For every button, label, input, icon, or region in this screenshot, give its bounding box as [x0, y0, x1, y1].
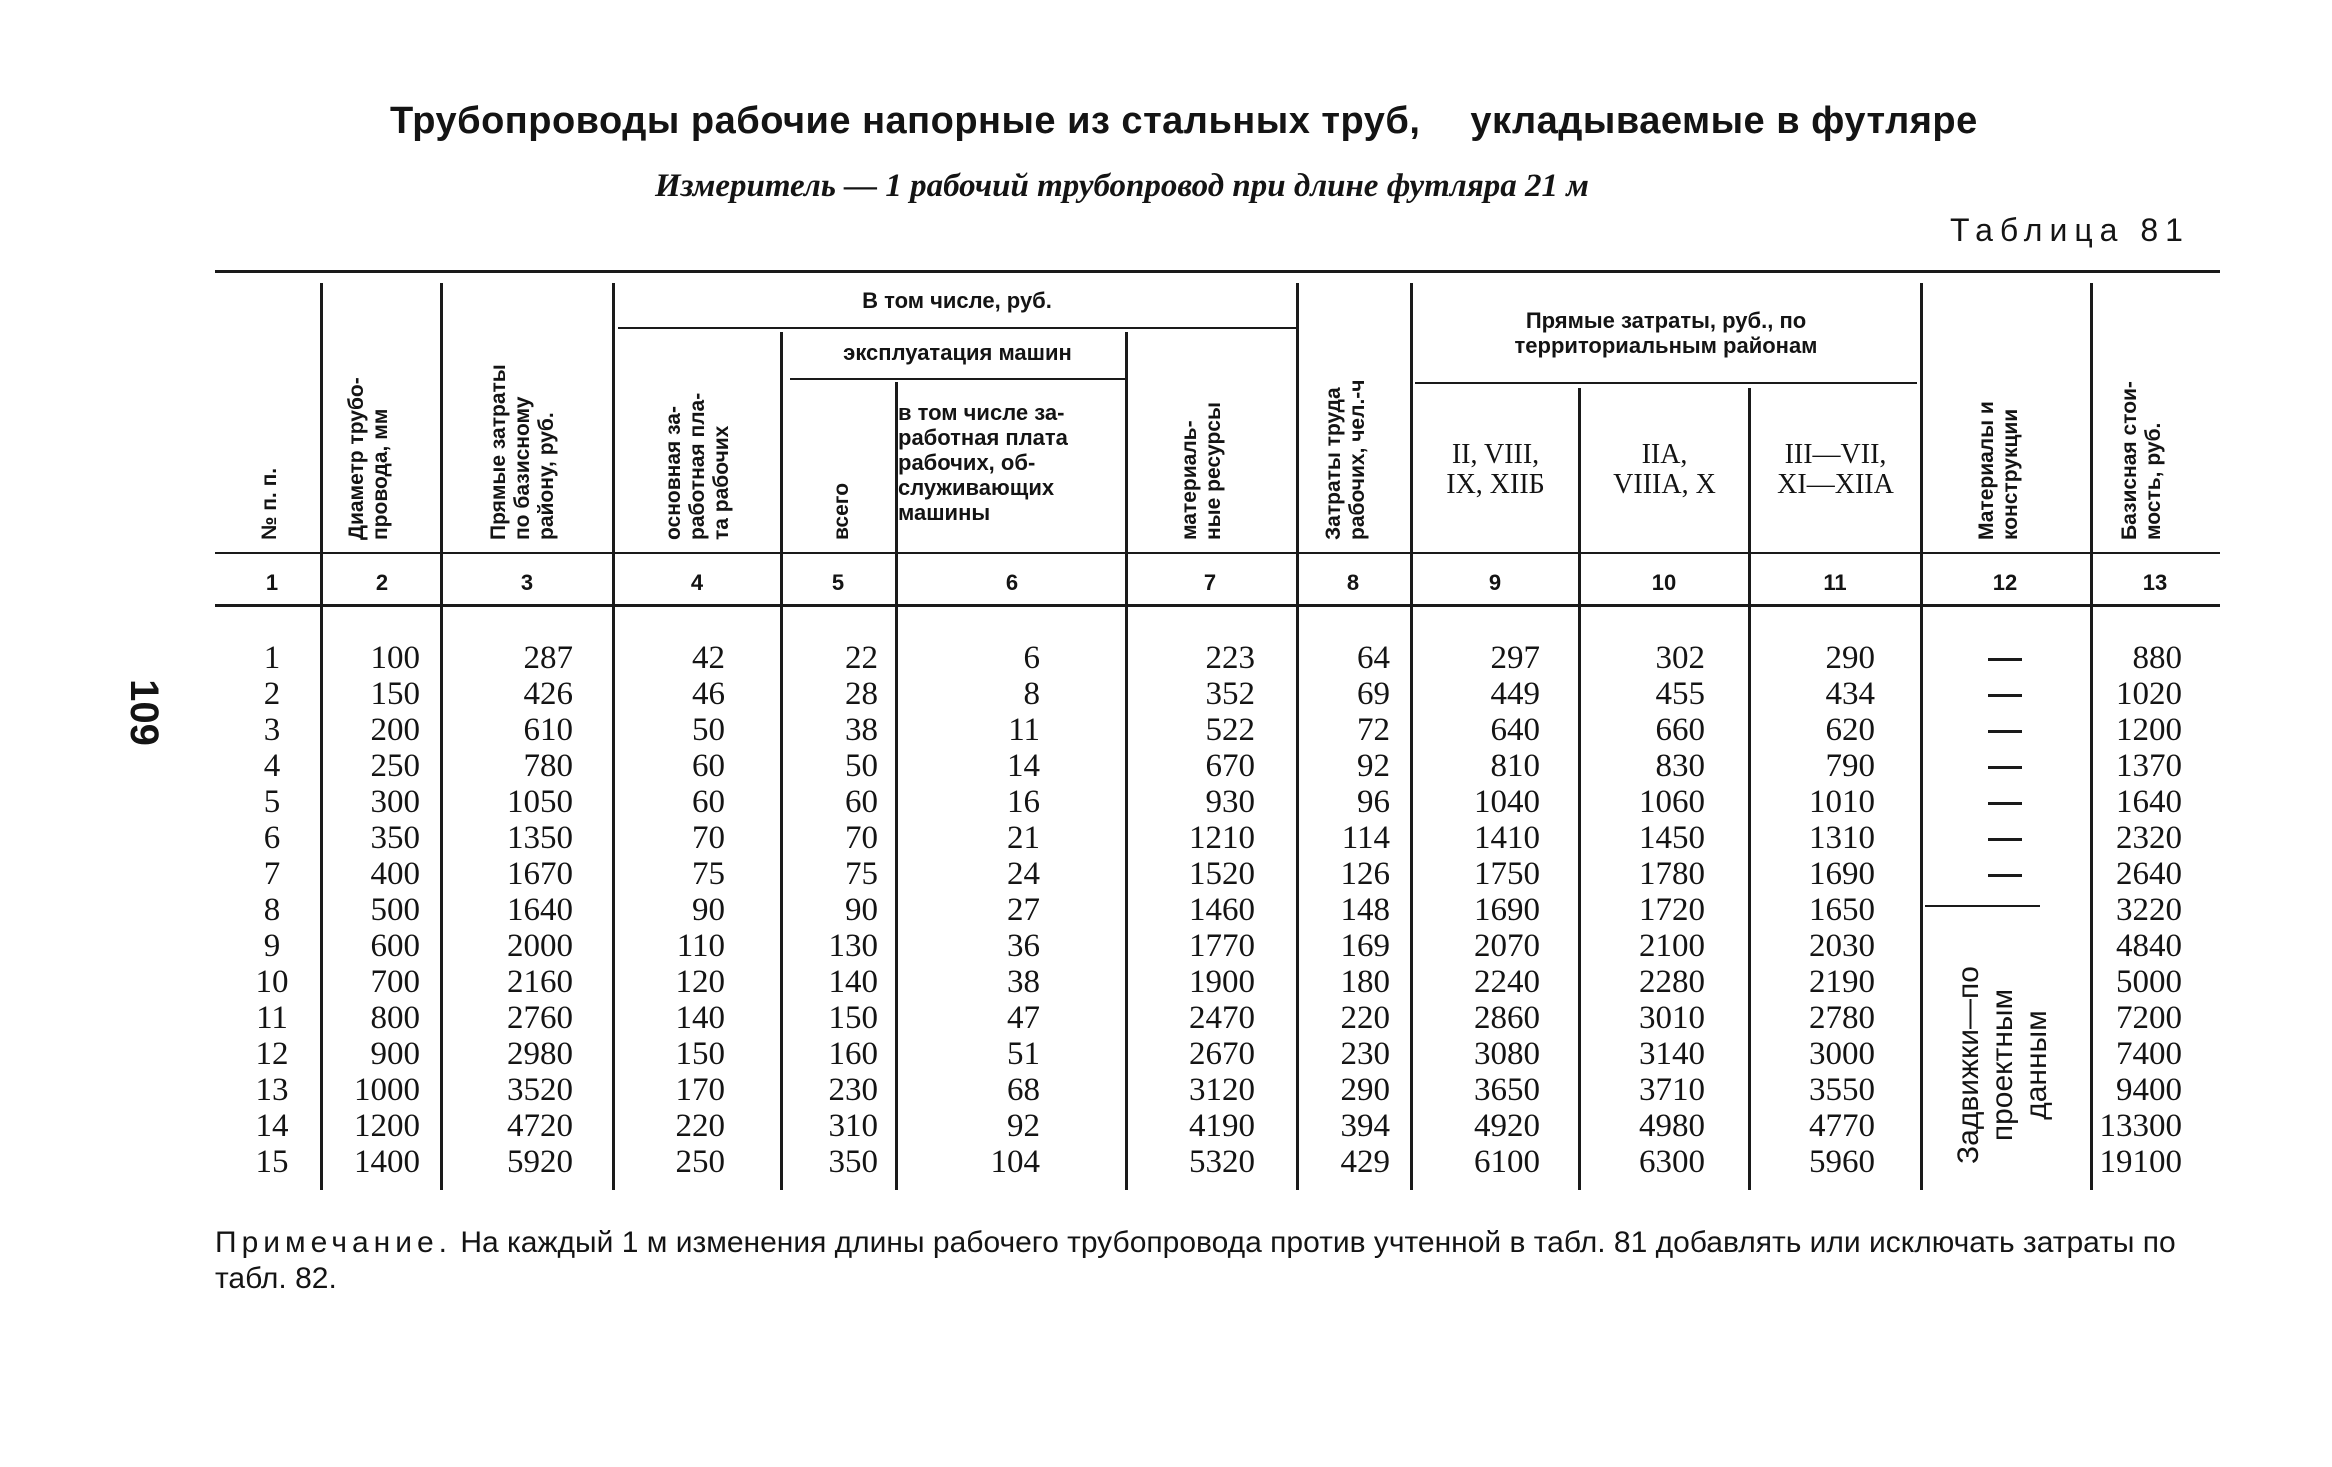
table-cell: 72	[1357, 712, 1390, 748]
table-cell: 810	[1490, 748, 1540, 784]
table-cell: 4	[263, 748, 281, 784]
table-cell: 426	[523, 676, 573, 712]
col-rule	[1920, 283, 1923, 1190]
column-number: 4	[690, 570, 704, 595]
table-cell: 15	[255, 1144, 289, 1180]
table-cell: 110	[676, 928, 725, 964]
table-cell: 429	[1340, 1144, 1390, 1180]
table-cell: 780	[523, 748, 573, 784]
header-diameter: Диаметр трубо- провода, мм	[345, 377, 392, 540]
header-direct-costs: Прямые затраты по базисному району, руб.	[487, 364, 558, 540]
table-cell: 1410	[1474, 820, 1540, 856]
table-cell: 130	[828, 928, 878, 964]
table-cell: 2780	[1809, 1000, 1875, 1036]
table-cell: 27	[1007, 892, 1040, 928]
table-cell: 38	[845, 712, 878, 748]
table-cell: 1200	[2116, 712, 2182, 748]
table-cell: 3000	[1809, 1036, 1875, 1072]
table-cell: 3010	[1639, 1000, 1705, 1036]
col-rule	[1410, 283, 1413, 1190]
table-cell: 1720	[1639, 892, 1705, 928]
table-cell: 1400	[354, 1144, 420, 1180]
column-number: 3	[520, 570, 534, 595]
table-cell: 2640	[2116, 856, 2182, 892]
table-cell: 2980	[507, 1036, 573, 1072]
column-number: 6	[1005, 570, 1019, 595]
table-cell: 1060	[1639, 784, 1705, 820]
table-cell: 38	[1007, 964, 1040, 1000]
table-cell: 700	[370, 964, 420, 1000]
column-number: 13	[2142, 570, 2168, 595]
table-cell: 610	[523, 712, 573, 748]
table-cell: 4840	[2116, 928, 2182, 964]
materials-dash	[1988, 694, 2022, 697]
table-cell: 880	[2132, 640, 2182, 676]
table-cell: 150	[675, 1036, 725, 1072]
table-cell: 522	[1205, 712, 1255, 748]
table-cell: 1370	[2116, 748, 2182, 784]
table-cell: 11	[256, 1000, 288, 1036]
table-cell: 24	[1007, 856, 1040, 892]
table-cell: 9	[263, 928, 281, 964]
table-cell: 2670	[1189, 1036, 1255, 1072]
table-cell: 4190	[1189, 1108, 1255, 1144]
table-cell: 1	[263, 640, 281, 676]
page-number: 109	[121, 679, 166, 746]
table-cell: 230	[828, 1072, 878, 1108]
table-cell: 36	[1007, 928, 1040, 964]
materials-dash	[1988, 658, 2022, 661]
table-cell: 70	[845, 820, 878, 856]
column-number: 2	[375, 570, 389, 595]
table-cell: 1000	[354, 1072, 420, 1108]
table-cell: 1050	[507, 784, 573, 820]
table-cell: 16	[1007, 784, 1040, 820]
table-cell: 670	[1205, 748, 1255, 784]
column-number: 8	[1346, 570, 1360, 595]
table-label: Таблица 81	[1950, 212, 2190, 248]
header-machines-total: всего	[830, 482, 853, 540]
table-cell: 3220	[2116, 892, 2182, 928]
table-cell: 1200	[354, 1108, 420, 1144]
header-region-3: III—VII, XI—XIIA	[1777, 439, 1894, 500]
table-cell: 1770	[1189, 928, 1255, 964]
materials-note: Задвижки—по проектным данным	[1952, 966, 2053, 1164]
table-cell: 90	[692, 892, 725, 928]
column-number: 12	[1992, 570, 2018, 595]
table-cell: 1450	[1639, 820, 1705, 856]
table-cell: 47	[1007, 1000, 1040, 1036]
table-cell: 290	[1340, 1072, 1390, 1108]
table-cell: 250	[370, 748, 420, 784]
table-cell: 75	[692, 856, 725, 892]
table-cell: 5320	[1189, 1144, 1255, 1180]
header-labor: Затраты труда рабочих, чел.-ч	[1322, 379, 1369, 540]
table-cell: 1460	[1189, 892, 1255, 928]
table-cell: 1780	[1639, 856, 1705, 892]
group-incl-rule	[618, 327, 1296, 329]
table-cell: 1210	[1189, 820, 1255, 856]
table-cell: 169	[1340, 928, 1390, 964]
column-number: 5	[831, 570, 845, 595]
table-cell: 60	[692, 784, 725, 820]
table-cell: 42	[692, 640, 725, 676]
table-cell: 3520	[507, 1072, 573, 1108]
table-cell: 900	[370, 1036, 420, 1072]
column-number: 1	[265, 570, 279, 595]
table-cell: 352	[1205, 676, 1255, 712]
table-cell: 75	[845, 856, 878, 892]
group-mach-rule	[790, 378, 1125, 380]
table-cell: 1690	[1809, 856, 1875, 892]
table-cell: 126	[1340, 856, 1390, 892]
table-cell: 250	[675, 1144, 725, 1180]
table-cell: 640	[1490, 712, 1540, 748]
table-cell: 12	[255, 1036, 289, 1072]
table-cell: 150	[370, 676, 420, 712]
column-number: 11	[1823, 570, 1847, 595]
table-cell: 2760	[507, 1000, 573, 1036]
materials-dash	[1988, 838, 2022, 841]
table-cell: 2	[263, 676, 281, 712]
table-cell: 70	[692, 820, 725, 856]
table-cell: 180	[1340, 964, 1390, 1000]
table-cell: 1690	[1474, 892, 1540, 928]
materials-divider	[1925, 905, 2040, 907]
table-cell: 60	[692, 748, 725, 784]
table-cell: 114	[1341, 820, 1390, 856]
header-region-2: IIA, VIIIA, X	[1613, 439, 1716, 500]
table-cell: 6	[263, 820, 281, 856]
table-cell: 220	[675, 1108, 725, 1144]
header-materials: материаль- ные ресурсы	[1178, 402, 1225, 540]
table-cell: 297	[1490, 640, 1540, 676]
table-cell: 6300	[1639, 1144, 1705, 1180]
table-cell: 394	[1340, 1108, 1390, 1144]
table-cell: 1020	[2116, 676, 2182, 712]
table-cell: 3550	[1809, 1072, 1875, 1108]
table-cell: 223	[1205, 640, 1255, 676]
table-cell: 2860	[1474, 1000, 1540, 1036]
table-cell: 434	[1825, 676, 1875, 712]
table-cell: 9400	[2116, 1072, 2182, 1108]
table-cell: 10	[255, 964, 289, 1000]
col-rule	[440, 283, 443, 1190]
table-cell: 2320	[2116, 820, 2182, 856]
table-cell: 5000	[2116, 964, 2182, 1000]
table-cell: 800	[370, 1000, 420, 1036]
table-cell: 6100	[1474, 1144, 1540, 1180]
table-cell: 68	[1007, 1072, 1040, 1108]
table-cell: 287	[523, 640, 573, 676]
table-cell: 5920	[507, 1144, 573, 1180]
header-base-cost: Базисная стои- мость, руб.	[2118, 381, 2165, 540]
header-group-machines: эксплуатация машин	[843, 340, 1072, 365]
table-cell: 3	[263, 712, 281, 748]
table-cell: 21	[1007, 820, 1040, 856]
table-cell: 400	[370, 856, 420, 892]
table-cell: 140	[675, 1000, 725, 1036]
table-top-rule	[215, 270, 2220, 273]
table-cell: 4770	[1809, 1108, 1875, 1144]
table-cell: 2190	[1809, 964, 1875, 1000]
table-cell: 1650	[1809, 892, 1875, 928]
header-materials-constructions: Материалы и конструкции	[1975, 401, 2022, 540]
table-cell: 8	[1023, 676, 1040, 712]
table-cell: 3140	[1639, 1036, 1705, 1072]
table-cell: 600	[370, 928, 420, 964]
subtitle: Измеритель — 1 рабочий трубопровод при длине футляра 21 м	[655, 168, 1589, 204]
table-cell: 4720	[507, 1108, 573, 1144]
table-cell: 449	[1490, 676, 1540, 712]
table-cell: 28	[845, 676, 878, 712]
table-cell: 455	[1655, 676, 1705, 712]
table-cell: 2160	[507, 964, 573, 1000]
table-cell: 660	[1655, 712, 1705, 748]
table-cell: 92	[1007, 1108, 1040, 1144]
table-cell: 46	[692, 676, 725, 712]
table-cell: 830	[1655, 748, 1705, 784]
table-cell: 170	[675, 1072, 725, 1108]
table-cell: 3650	[1474, 1072, 1540, 1108]
materials-dash	[1988, 802, 2022, 805]
header-machine-wages: в том числе за- работная плата рабочих, об- служивающих машины	[898, 400, 1068, 525]
table-cell: 92	[1357, 748, 1390, 784]
title-left: Трубопроводы рабочие напорные из стальных труб,	[390, 100, 1421, 142]
table-cell: 230	[1340, 1036, 1390, 1072]
table-cell: 2070	[1474, 928, 1540, 964]
table-cell: 13	[255, 1072, 289, 1108]
column-number: 7	[1203, 570, 1217, 595]
table-cell: 200	[370, 712, 420, 748]
table-cell: 350	[370, 820, 420, 856]
table-cell: 350	[828, 1144, 878, 1180]
col-rule	[1748, 388, 1751, 1190]
table-cell: 7400	[2116, 1036, 2182, 1072]
header-number: № п. п.	[258, 467, 281, 540]
table-cell: 1750	[1474, 856, 1540, 892]
table-cell: 1670	[507, 856, 573, 892]
table-cell: 930	[1205, 784, 1255, 820]
table-cell: 13300	[2099, 1108, 2182, 1144]
table-cell: 90	[845, 892, 878, 928]
table-cell: 4920	[1474, 1108, 1540, 1144]
table-cell: 5	[263, 784, 281, 820]
table-cell: 220	[1340, 1000, 1390, 1036]
table-cell: 1640	[2116, 784, 2182, 820]
footnote	[215, 1225, 2225, 1297]
header-group-including: В том числе, руб.	[862, 288, 1052, 313]
table-cell: 1520	[1189, 856, 1255, 892]
table-cell: 2470	[1189, 1000, 1255, 1036]
table-cell: 4980	[1639, 1108, 1705, 1144]
table-cell: 6	[1023, 640, 1040, 676]
table-cell: 1040	[1474, 784, 1540, 820]
table-cell: 7200	[2116, 1000, 2182, 1036]
table-cell: 1640	[507, 892, 573, 928]
table-cell: 790	[1825, 748, 1875, 784]
column-number: 10	[1651, 570, 1677, 595]
table-cell: 2280	[1639, 964, 1705, 1000]
footnote-text: На каждый 1 м изменения длины рабочего трубопровода против учтенной в табл. 81 добавлять или исключать затраты по табл. 82.	[215, 1226, 2176, 1295]
table-cell: 5960	[1809, 1144, 1875, 1180]
table-cell: 8	[263, 892, 281, 928]
table-cell: 96	[1357, 784, 1390, 820]
table-cell: 19100	[2099, 1144, 2182, 1180]
table-cell: 104	[990, 1144, 1040, 1180]
table-cell: 140	[828, 964, 878, 1000]
table-cell: 500	[370, 892, 420, 928]
table-cell: 50	[692, 712, 725, 748]
table-cell: 310	[828, 1108, 878, 1144]
table-cell: 2000	[507, 928, 573, 964]
materials-dash	[1988, 874, 2022, 877]
table-cell: 148	[1340, 892, 1390, 928]
table-cell: 22	[845, 640, 878, 676]
table-cell: 14	[255, 1108, 289, 1144]
table-cell: 1900	[1189, 964, 1255, 1000]
table-cell: 620	[1825, 712, 1875, 748]
table-cell: 160	[828, 1036, 878, 1072]
table-cell: 290	[1825, 640, 1875, 676]
header-group-regions: Прямые затраты, руб., по территориальным районам	[1514, 308, 1818, 358]
table-cell: 2030	[1809, 928, 1875, 964]
table-cell: 69	[1357, 676, 1390, 712]
title-right: укладываемые в футляре	[1470, 100, 1978, 142]
table-cell: 1010	[1809, 784, 1875, 820]
table-cell: 11	[1008, 712, 1040, 748]
footnote-label: Примечание.	[215, 1226, 452, 1259]
materials-dash	[1988, 730, 2022, 733]
table-cell: 100	[370, 640, 420, 676]
table-cell: 2100	[1639, 928, 1705, 964]
table-cell: 2240	[1474, 964, 1540, 1000]
table-cell: 120	[675, 964, 725, 1000]
column-number: 9	[1488, 570, 1502, 595]
table-cell: 51	[1007, 1036, 1040, 1072]
table-cell: 302	[1655, 640, 1705, 676]
table-cell: 150	[828, 1000, 878, 1036]
table-cell: 300	[370, 784, 420, 820]
table-cell: 3080	[1474, 1036, 1540, 1072]
table-cell: 1310	[1809, 820, 1875, 856]
table-cell: 1350	[507, 820, 573, 856]
materials-dash	[1988, 766, 2022, 769]
table-cell: 14	[1007, 748, 1040, 784]
table-cell: 3710	[1639, 1072, 1705, 1108]
col-rule	[1578, 388, 1581, 1190]
table-cell: 60	[845, 784, 878, 820]
table-cell: 50	[845, 748, 878, 784]
header-base-wages: основная за- работная пла- та рабочих	[662, 392, 733, 540]
table-cell: 3120	[1189, 1072, 1255, 1108]
group-regions-rule	[1415, 382, 1917, 384]
table-cell: 64	[1357, 640, 1390, 676]
header-region-1: II, VIII, IX, XIIБ	[1446, 439, 1545, 500]
table-cell: 7	[263, 856, 281, 892]
